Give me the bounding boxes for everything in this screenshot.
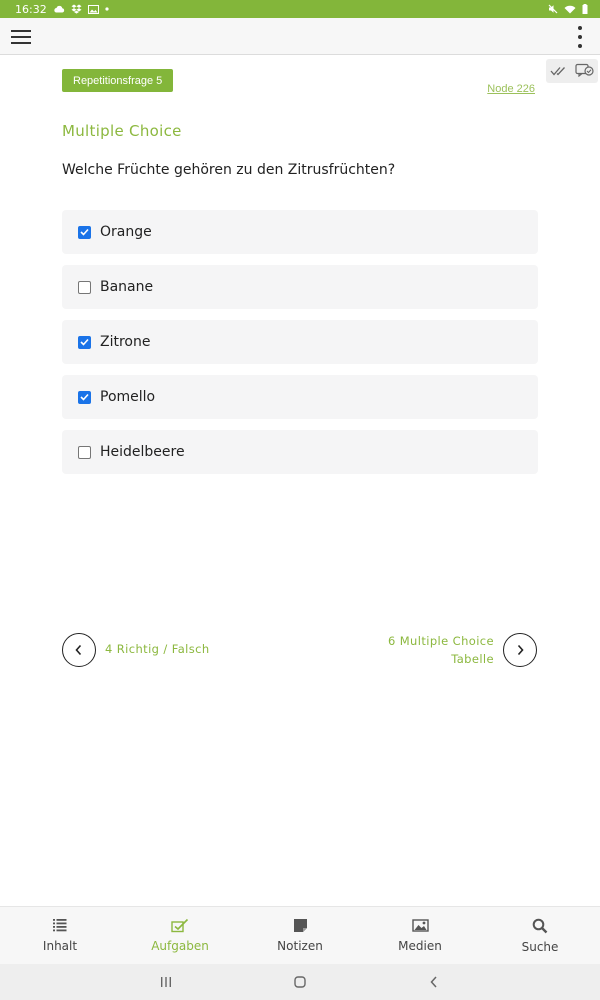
feedback-icon[interactable] [575,62,595,81]
chevron-left-icon [74,641,84,660]
check-answers-icon[interactable] [550,62,568,81]
system-navigation-bar [0,964,600,1000]
gallery-icon [88,5,99,14]
bottom-tab-bar [0,906,600,964]
tab-medien[interactable] [360,907,480,964]
tab-inhalt[interactable] [0,907,120,964]
tab-suche[interactable] [480,907,600,964]
home-icon[interactable] [288,970,312,994]
battery-icon [582,4,588,14]
tab-label: Aufgaben [151,939,209,953]
question-number-badge: Repetitionsfrage 5 [62,69,173,92]
search-icon [532,918,548,938]
next-label-line2: Tabelle [451,652,494,666]
option-label: Orange [100,224,152,240]
answer-tools [546,59,598,83]
option-heidelbeere[interactable] [62,430,538,474]
previous-button[interactable] [62,633,96,667]
recent-apps-icon[interactable] [154,970,178,994]
tab-aufgaben[interactable] [120,907,240,964]
option-orange[interactable] [62,210,538,254]
question-text: Welche Früchte gehören zu den Zitrusfrüchten? [62,162,396,178]
option-label: Zitrone [100,334,151,350]
next-button[interactable] [503,633,537,667]
status-bar [0,0,600,18]
tab-notizen[interactable] [240,907,360,964]
option-label: Pomello [100,389,156,405]
status-time: 16:32 [15,2,47,16]
checkbox[interactable] [78,226,91,239]
dropbox-icon [71,4,82,14]
wifi-icon [564,5,576,14]
checkbox[interactable] [78,336,91,349]
option-banane[interactable] [62,265,538,309]
checkbox[interactable] [78,281,91,294]
option-label: Banane [100,279,154,295]
list-icon [52,918,68,937]
checkbox[interactable] [78,391,91,404]
checkbox[interactable] [78,446,91,459]
app-bar [0,18,600,55]
image-icon [412,918,429,937]
tab-label: Notizen [277,939,323,953]
node-link[interactable]: Node 226 [487,83,535,95]
notification-dot-icon [105,7,109,11]
mute-icon [548,4,558,14]
option-label: Heidelbeere [100,444,185,460]
back-icon[interactable] [422,970,446,994]
option-zitrone[interactable] [62,320,538,364]
next-label-line1: 6 Multiple Choice [387,634,494,648]
tasks-icon [171,918,189,937]
next-question-link[interactable] [388,632,494,668]
option-pomello[interactable] [62,375,538,419]
hamburger-menu-icon[interactable] [9,25,33,49]
more-options-icon[interactable] [576,26,584,48]
tab-label: Inhalt [42,939,78,953]
tab-label: Suche [521,939,559,954]
previous-question-link[interactable]: 4 Richtig / Falsch [105,642,210,656]
chevron-right-icon [515,641,525,660]
cloud-icon [53,5,65,13]
note-icon [293,918,308,937]
answer-options [62,210,538,485]
tab-label: Medien [398,939,442,953]
question-type: Multiple Choice [62,122,182,140]
